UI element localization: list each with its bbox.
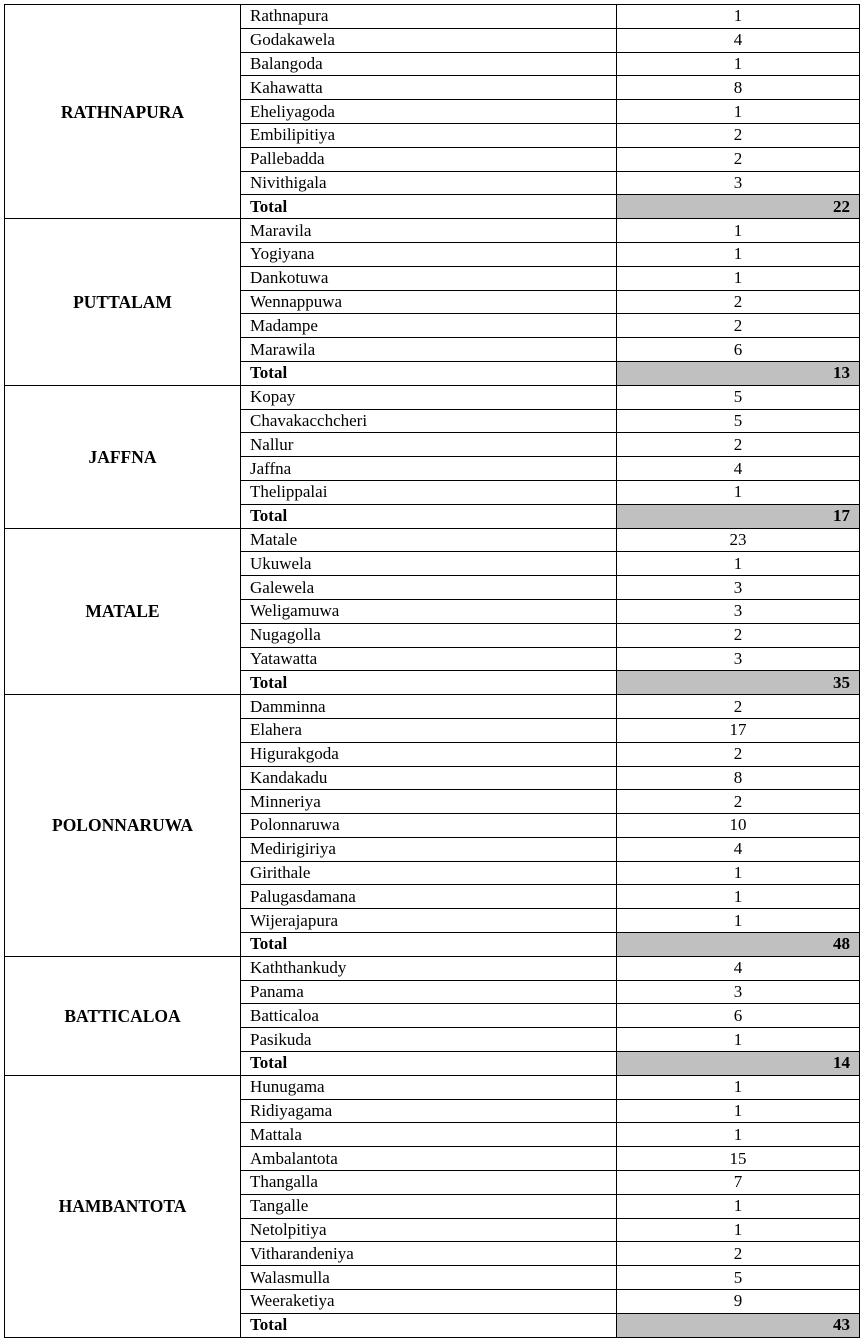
place-name: Matale [241, 528, 617, 552]
place-name: Dankotuwa [241, 266, 617, 290]
place-name: Balangoda [241, 52, 617, 76]
place-count: 9 [617, 1290, 860, 1314]
total-label: Total [241, 195, 617, 219]
total-label: Total [241, 1313, 617, 1337]
place-name: Hunugama [241, 1075, 617, 1099]
place-count: 8 [617, 766, 860, 790]
place-name: Weligamuwa [241, 599, 617, 623]
total-label: Total [241, 671, 617, 695]
table-row [5, 695, 860, 719]
place-name: Panama [241, 980, 617, 1004]
place-count: 1 [617, 885, 860, 909]
place-count: 23 [617, 528, 860, 552]
place-name: Minneriya [241, 790, 617, 814]
place-name: Kopay [241, 385, 617, 409]
place-count: 5 [617, 385, 860, 409]
place-name: Batticaloa [241, 1004, 617, 1028]
place-name: Nallur [241, 433, 617, 457]
place-count: 1 [617, 100, 860, 124]
place-count: 8 [617, 76, 860, 100]
place-count: 1 [617, 242, 860, 266]
total-value: 13 [617, 361, 860, 385]
place-name: Chavakacchcheri [241, 409, 617, 433]
district-table [4, 4, 860, 1338]
place-count: 2 [617, 790, 860, 814]
place-name: Girithale [241, 861, 617, 885]
place-name: Tangalle [241, 1194, 617, 1218]
place-count: 5 [617, 409, 860, 433]
place-name: Yatawatta [241, 647, 617, 671]
total-label: Total [241, 504, 617, 528]
total-label: Total [241, 1052, 617, 1076]
place-count: 1 [617, 861, 860, 885]
total-value: 35 [617, 671, 860, 695]
place-count: 5 [617, 1266, 860, 1290]
place-name: Madampe [241, 314, 617, 338]
place-count: 2 [617, 290, 860, 314]
district-name: RATHNAPURA [5, 5, 241, 219]
place-count: 1 [617, 1123, 860, 1147]
place-name: Pasikuda [241, 1028, 617, 1052]
table-row [5, 219, 860, 243]
place-name: Damminna [241, 695, 617, 719]
district-name: MATALE [5, 528, 241, 695]
place-count: 1 [617, 1218, 860, 1242]
place-count: 1 [617, 1099, 860, 1123]
place-name: Maravila [241, 219, 617, 243]
place-name: Jaffna [241, 457, 617, 481]
total-value: 14 [617, 1052, 860, 1076]
place-count: 4 [617, 457, 860, 481]
place-name: Kaththankudy [241, 956, 617, 980]
place-name: Thelippalai [241, 480, 617, 504]
place-count: 1 [617, 1075, 860, 1099]
place-count: 1 [617, 52, 860, 76]
place-count: 1 [617, 266, 860, 290]
total-label: Total [241, 933, 617, 957]
place-name: Wijerajapura [241, 909, 617, 933]
place-count: 10 [617, 814, 860, 838]
district-name: PUTTALAM [5, 219, 241, 386]
place-count: 2 [617, 1242, 860, 1266]
place-name: Elahera [241, 718, 617, 742]
place-count: 17 [617, 718, 860, 742]
place-name: Nugagolla [241, 623, 617, 647]
total-label: Total [241, 361, 617, 385]
place-name: Yogiyana [241, 242, 617, 266]
place-name: Godakawela [241, 28, 617, 52]
total-value: 22 [617, 195, 860, 219]
table-row [5, 956, 860, 980]
district-name: BATTICALOA [5, 956, 241, 1075]
place-count: 3 [617, 980, 860, 1004]
place-name: Medirigiriya [241, 837, 617, 861]
place-count: 2 [617, 742, 860, 766]
district-name: POLONNARUWA [5, 695, 241, 957]
place-count: 6 [617, 338, 860, 362]
place-count: 1 [617, 480, 860, 504]
place-name: Polonnaruwa [241, 814, 617, 838]
place-name: Ambalantota [241, 1147, 617, 1171]
place-name: Pallebadda [241, 147, 617, 171]
district-name: HAMBANTOTA [5, 1075, 241, 1337]
district-name: JAFFNA [5, 385, 241, 528]
place-name: Ridiyagama [241, 1099, 617, 1123]
place-count: 1 [617, 909, 860, 933]
total-value: 17 [617, 504, 860, 528]
place-count: 15 [617, 1147, 860, 1171]
table-row [5, 5, 860, 29]
place-count: 2 [617, 695, 860, 719]
place-count: 1 [617, 1194, 860, 1218]
place-count: 2 [617, 433, 860, 457]
place-count: 1 [617, 552, 860, 576]
place-count: 7 [617, 1171, 860, 1195]
place-name: Higurakgoda [241, 742, 617, 766]
place-count: 4 [617, 837, 860, 861]
place-count: 2 [617, 123, 860, 147]
total-value: 43 [617, 1313, 860, 1337]
place-count: 3 [617, 647, 860, 671]
place-count: 3 [617, 599, 860, 623]
place-count: 1 [617, 219, 860, 243]
table-row [5, 528, 860, 552]
place-count: 1 [617, 1028, 860, 1052]
place-name: Walasmulla [241, 1266, 617, 1290]
table-row [5, 1075, 860, 1099]
place-count: 2 [617, 623, 860, 647]
place-count: 3 [617, 171, 860, 195]
district-table-container [4, 4, 860, 1338]
place-count: 1 [617, 5, 860, 29]
place-name: Kahawatta [241, 76, 617, 100]
place-count: 2 [617, 314, 860, 338]
place-count: 2 [617, 147, 860, 171]
place-name: Marawila [241, 338, 617, 362]
place-count: 4 [617, 956, 860, 980]
place-name: Ukuwela [241, 552, 617, 576]
place-name: Mattala [241, 1123, 617, 1147]
place-name: Netolpitiya [241, 1218, 617, 1242]
table-row [5, 385, 860, 409]
place-name: Weeraketiya [241, 1290, 617, 1314]
district-table-body [5, 5, 860, 1338]
place-name: Embilipitiya [241, 123, 617, 147]
place-name: Wennappuwa [241, 290, 617, 314]
place-name: Vitharandeniya [241, 1242, 617, 1266]
place-name: Galewela [241, 576, 617, 600]
place-name: Nivithigala [241, 171, 617, 195]
place-name: Eheliyagoda [241, 100, 617, 124]
place-name: Kandakadu [241, 766, 617, 790]
place-name: Thangalla [241, 1171, 617, 1195]
place-name: Palugasdamana [241, 885, 617, 909]
place-count: 6 [617, 1004, 860, 1028]
place-count: 4 [617, 28, 860, 52]
place-name: Rathnapura [241, 5, 617, 29]
total-value: 48 [617, 933, 860, 957]
place-count: 3 [617, 576, 860, 600]
